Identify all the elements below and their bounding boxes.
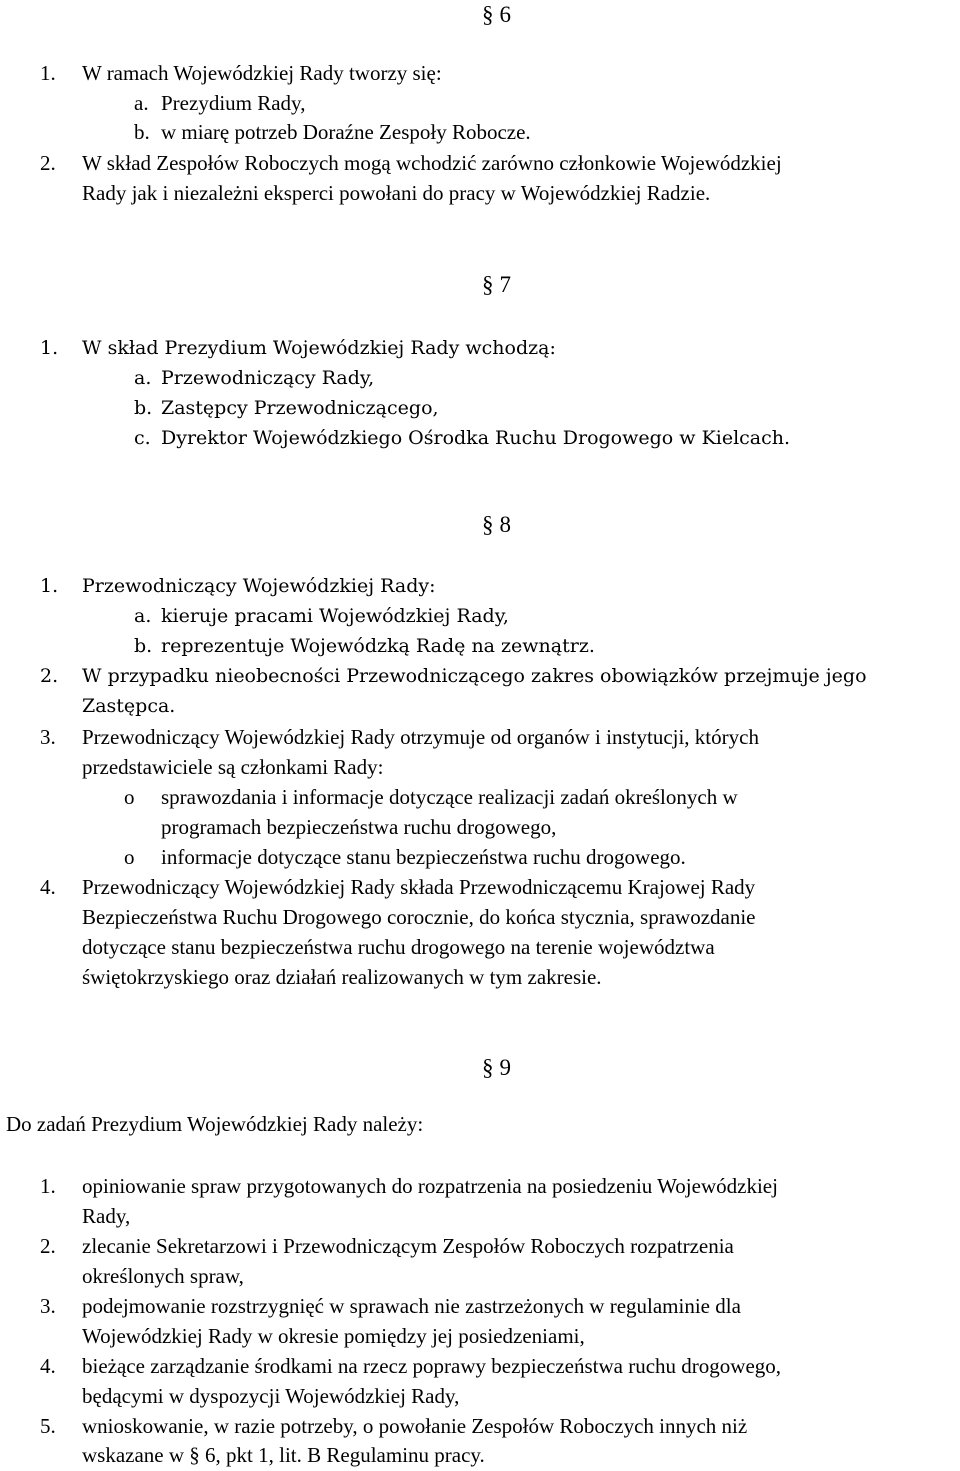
section-6-heading <box>482 0 511 30</box>
list-item-text: W przypadku nieobecności Przewodniczącego zakres obowiązków przejmuje jego <box>82 665 867 687</box>
list-item-text: Przewodniczący Wojewódzkiej Rady składa Przewodniczącemu Krajowej Rady <box>82 875 756 899</box>
list-item-text: Zastępca. <box>82 695 176 717</box>
list-item-text: Prezydium Rady, <box>161 91 306 115</box>
list-marker: 2. <box>40 1234 56 1258</box>
list-item-text: W skład Zespołów Roboczych mogą wchodzić zarówno członkowie Wojewódzkiej <box>82 151 782 175</box>
list-marker: 3. <box>40 725 56 749</box>
list-marker: 2. <box>40 665 59 687</box>
section-sign: § <box>482 1055 494 1080</box>
list-item-text: kieruje pracami Wojewódzkiej Rady, <box>161 605 509 627</box>
list-item-text: przedstawiciele są członkami Rady: <box>82 755 384 779</box>
list-item-text: podejmowanie rozstrzygnięć w sprawach nie zastrzeżonych w regulaminie dla <box>82 1294 741 1318</box>
list-marker: 1. <box>40 337 59 359</box>
list-item-text: Przewodniczący Wojewódzkiej Rady otrzymuje od organów i instytucji, których <box>82 725 759 749</box>
list-item-text: wskazane w § 6, pkt 1, lit. B Regulaminu pracy. <box>82 1443 485 1467</box>
list-marker: b. <box>134 120 150 144</box>
list-item-text: reprezentuje Wojewódzką Radę na zewnątrz. <box>161 635 595 657</box>
list-item-text: W ramach Wojewódzkiej Rady tworzy się: <box>82 61 442 85</box>
list-item-text: Przewodniczący Wojewódzkiej Rady: <box>82 575 436 597</box>
list-marker: 4. <box>40 1354 56 1378</box>
list-item-text: będącymi w dyspozycji Wojewódzkiej Rady, <box>82 1384 460 1408</box>
section-sign: § <box>482 272 494 297</box>
list-item-text: w miarę potrzeb Doraźne Zespoły Robocze. <box>161 120 531 144</box>
list-marker: a. <box>134 605 152 627</box>
bullet-marker: o <box>124 785 135 809</box>
list-item-text: bieżące zarządzanie środkami na rzecz poprawy bezpieczeństwa ruchu drogowego, <box>82 1354 782 1378</box>
section-7-heading <box>482 270 511 300</box>
bullet-marker: o <box>124 845 135 869</box>
list-item-text: Bezpieczeństwa Ruchu Drogowego corocznie, do końca stycznia, sprawozdanie <box>82 905 756 929</box>
section-intro: Do zadań Prezydium Wojewódzkiej Rady należy: <box>6 1112 424 1136</box>
list-item-text: świętokrzyskiego oraz działań realizowanych w tym zakresie. <box>82 965 602 989</box>
list-item-text: Dyrektor Wojewódzkiego Ośrodka Ruchu Drogowego w Kielcach. <box>161 427 791 449</box>
list-marker: b. <box>134 635 153 657</box>
list-item-text: określonych spraw, <box>82 1264 244 1288</box>
list-item-text: wnioskowanie, w razie potrzeby, o powołanie Zespołów Roboczych innych niż <box>82 1414 748 1438</box>
list-marker: 3. <box>40 1294 56 1318</box>
list-marker: a. <box>134 367 152 389</box>
section-sign: § <box>482 2 494 27</box>
section-sign: § <box>482 512 494 537</box>
list-item-text: zlecanie Sekretarzowi i Przewodniczącym Zespołów Roboczych rozpatrzenia <box>82 1234 734 1258</box>
list-item-text: Wojewódzkiej Rady w okresie pomiędzy jej posiedzeniami, <box>82 1324 585 1348</box>
section-number: 7 <box>499 272 511 297</box>
section-number: 8 <box>499 512 511 537</box>
list-marker: 4. <box>40 875 56 899</box>
section-number: 9 <box>499 1055 511 1080</box>
list-item-text: Zastępcy Przewodniczącego, <box>161 397 439 419</box>
list-marker: c. <box>134 427 151 449</box>
list-item-text: opiniowanie spraw przygotowanych do rozpatrzenia na posiedzeniu Wojewódzkiej <box>82 1174 778 1198</box>
list-item-text: programach bezpieczeństwa ruchu drogowego, <box>161 815 557 839</box>
list-item-text: Rady jak i niezależni eksperci powołani do pracy w Wojewódzkiej Radzie. <box>82 181 711 205</box>
section-8-heading <box>482 510 511 540</box>
list-marker: b. <box>134 397 153 419</box>
list-item-text: dotyczące stanu bezpieczeństwa ruchu drogowego na terenie województwa <box>82 935 715 959</box>
list-item-text: sprawozdania i informacje dotyczące realizacji zadań określonych w <box>161 785 738 809</box>
list-item-text: informacje dotyczące stanu bezpieczeństwa ruchu drogowego. <box>161 845 686 869</box>
list-item-text: Rady, <box>82 1204 131 1228</box>
section-9-heading <box>482 1053 511 1083</box>
list-marker: 1. <box>40 1174 56 1198</box>
list-marker: a. <box>134 91 149 115</box>
list-marker: 1. <box>40 575 59 597</box>
list-marker: 2. <box>40 151 56 175</box>
section-number: 6 <box>499 2 511 27</box>
list-item-text: Przewodniczący Rady, <box>161 367 375 389</box>
list-item-text: W skład Prezydium Wojewódzkiej Rady wchodzą: <box>82 337 556 359</box>
list-marker: 5. <box>40 1414 56 1438</box>
list-marker: 1. <box>40 61 56 85</box>
